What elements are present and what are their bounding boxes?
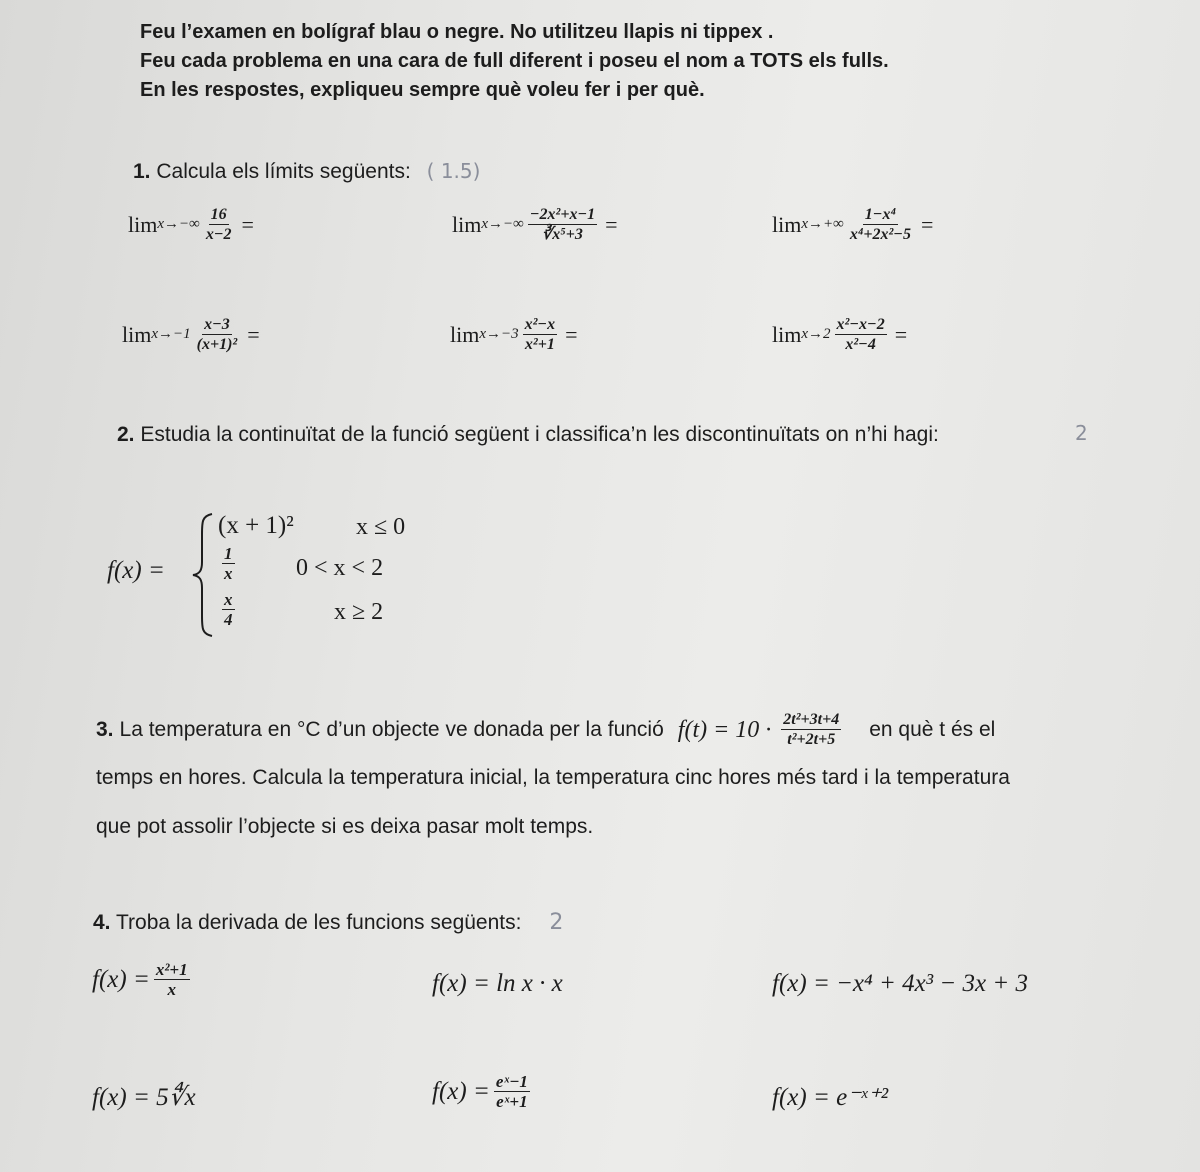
limit-5 (450, 315, 578, 354)
q4-title (93, 910, 563, 935)
lim-sub: x→−1 (151, 326, 191, 342)
denominator: 4 (224, 610, 233, 629)
case-fraction (222, 590, 235, 629)
denominator: x²−4 (845, 336, 876, 353)
equals: = (565, 321, 578, 347)
q2-number: 2. (117, 423, 135, 446)
derivative-2: f(x) = ln x · x (432, 970, 563, 997)
numerator: 16 (210, 206, 227, 223)
equals: = (247, 321, 260, 347)
function-lhs: f(x) = (432, 1077, 490, 1105)
lim-word: lim (128, 211, 158, 237)
limit-1 (128, 205, 254, 244)
lim-word: lim (772, 211, 802, 237)
equals: = (921, 211, 934, 237)
denominator: x−2 (205, 226, 232, 243)
q1-number: 1. (133, 160, 151, 183)
q4-title-text: Troba la derivada de les funcions següents: (115, 911, 522, 934)
equals: = (241, 211, 254, 237)
derivative-3: f(x) = −x⁴ + 4x³ − 3x + 3 (772, 970, 1029, 997)
function-fraction (154, 960, 190, 999)
q4-number: 4. (93, 911, 111, 934)
q3-line-3: que pot assolir l’objecte si es deixa pasar molt temps. (96, 815, 594, 838)
derivative-4: f(x) = 5∜x (92, 1084, 196, 1111)
q3-line-2: temps en hores. Calcula la temperatura inicial, la temperatura cinc hores més tard i la temperatura (96, 766, 1010, 789)
case-3-cond: x ≥ 2 (334, 599, 384, 625)
limit-6 (772, 315, 907, 354)
case-fraction (222, 544, 235, 583)
denominator: (x+1)² (196, 336, 238, 353)
numerator: x²−x (524, 316, 556, 333)
derivative-1 (92, 960, 194, 999)
lim-sub: x→−∞ (157, 216, 200, 232)
denominator: x (167, 980, 176, 999)
q1-title-text: Calcula els límits següents: (156, 160, 411, 183)
lim-sub: x→−∞ (481, 216, 524, 232)
denominator: t²+2t+5 (787, 731, 836, 748)
denominator: x⁴+2x²−5 (849, 226, 911, 243)
q1-title (133, 159, 480, 184)
q2-title (117, 423, 939, 447)
derivative-5 (432, 1072, 534, 1111)
instructions (140, 18, 889, 105)
case-2-expr (218, 544, 239, 583)
limit-fraction (523, 315, 558, 354)
limit-fraction (528, 205, 597, 244)
equals: = (894, 321, 908, 347)
q3-line-1 (96, 710, 995, 749)
denominator: ∛x⁵+3 (542, 226, 583, 243)
fx-label: f(x) = (107, 557, 165, 584)
limit-2 (452, 205, 618, 244)
q3-text-b: en què t és el (869, 717, 996, 741)
q2-title-text: Estudia la continuïtat de la funció següent i classifica’n les discontinuïtats on n’hi hagi: (140, 423, 939, 446)
case-3-expr (218, 590, 239, 629)
limit-4 (122, 315, 260, 354)
numerator: 1−x⁴ (864, 206, 897, 223)
formula-lhs: f(t) = 10 · (677, 716, 772, 743)
lim-word: lim (772, 321, 802, 347)
lim-sub: x→+∞ (801, 216, 844, 232)
q3-formula-fraction (781, 710, 841, 749)
numerator: 2t²+3t+4 (783, 711, 840, 728)
limit-fraction (848, 205, 913, 244)
q4-handwritten-points: 2 (549, 910, 564, 935)
function-lhs: f(x) = (92, 965, 150, 993)
limit-3 (772, 205, 933, 244)
piecewise-lhs (107, 557, 165, 585)
piecewise-brace (190, 512, 216, 643)
case-2-cond: 0 < x < 2 (296, 555, 384, 581)
instruction-line: Feu cada problema en una cara de full diferent i poseu el nom a TOTS els fulls. (140, 50, 889, 72)
instruction-line: Feu l’examen en bolígraf blau o negre. No utilitzeu llapis ni tippex . (140, 21, 774, 43)
q3-text-a: La temperatura en °C d’un objecte ve donada per la funció (119, 717, 664, 741)
q3-formula-lhs (678, 717, 772, 743)
numerator: x²+1 (155, 960, 188, 979)
denominator: eˣ+1 (496, 1092, 528, 1111)
q3-number: 3. (96, 717, 114, 741)
lim-word: lim (122, 321, 152, 347)
lim-word: lim (450, 321, 480, 347)
equals: = (605, 211, 618, 237)
limit-fraction (835, 315, 887, 354)
limit-fraction (195, 315, 240, 354)
numerator: 1 (224, 544, 233, 563)
q1-handwritten-points: ( 1.5) (426, 159, 481, 183)
instruction-line: En les respostes, expliqueu sempre què voleu fer i per què. (140, 79, 705, 101)
limit-fraction (204, 205, 234, 244)
q2-handwritten-points: 2 (1075, 421, 1088, 445)
numerator: x²−x−2 (836, 316, 885, 333)
case-1-expr: (x + 1)² (218, 512, 294, 539)
function-fraction (494, 1072, 530, 1111)
denominator: x²+1 (524, 336, 555, 353)
numerator: x−3 (204, 316, 230, 333)
derivative-6: f(x) = e⁻ˣ⁺² (772, 1084, 889, 1111)
numerator: −2x²+x−1 (529, 206, 596, 223)
denominator: x (224, 564, 233, 583)
lim-sub: x→2 (801, 326, 831, 342)
lim-word: lim (452, 211, 482, 237)
lim-sub: x→−3 (479, 326, 519, 342)
numerator: x (224, 590, 233, 609)
numerator: eˣ−1 (495, 1072, 528, 1091)
case-1-cond: x ≤ 0 (356, 514, 406, 540)
